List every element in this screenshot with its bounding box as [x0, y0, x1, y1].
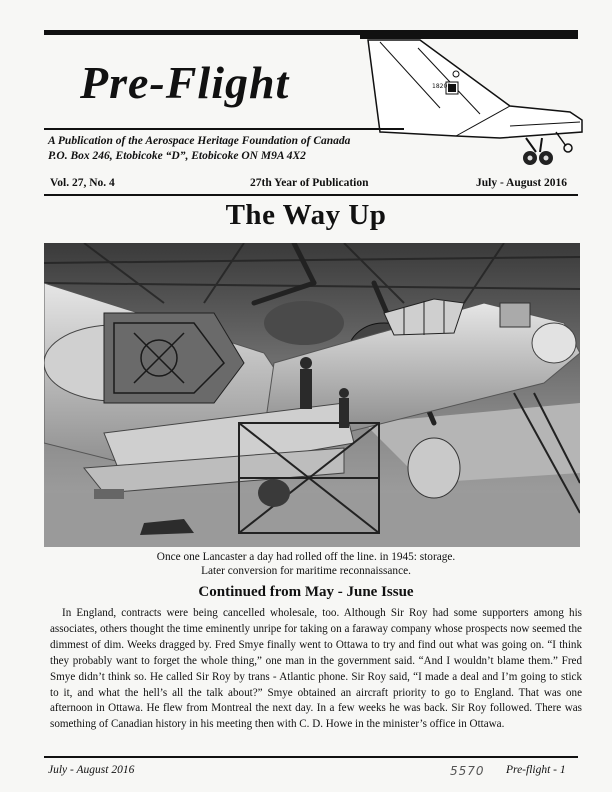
photo-caption-line-2: Later conversion for maritime reconnaissance.: [201, 565, 411, 577]
issue-rule: [44, 194, 578, 196]
masthead-underline: [44, 128, 404, 130]
issue-date: July - August 2016: [476, 177, 568, 189]
lancaster-hangar-photo: [44, 243, 580, 547]
masthead-title: Pre-Flight: [80, 57, 290, 108]
photo-caption-line-1: Once one Lancaster a day had rolled off the line. in 1945: storage.: [156, 551, 456, 563]
handwritten-number: 5570: [450, 764, 485, 778]
footer-rule: [44, 756, 578, 758]
issue-year: 27th Year of Publication: [250, 177, 369, 189]
footer-page: Pre-flight - 1: [506, 764, 566, 776]
section-heading: Continued from May - June Issue: [198, 584, 414, 600]
article-body: In England, contracts were being cancelled wholesale, too. Although Sir Roy had some supporters among his associates, others thought the time eminently unripe for taking on a faraway company whose prospects now seemed the dimmest of dim. Weeks dragged by. Fred Smye finally went to Ottawa to try and find out what was going on. “I think they probably want to forget the whole thing,” one man in the government said. “And I wouldn’t blame them.” Fred Smye didn’t think so. He called Sir Roy by trans - Atlantic phone. Sir Roy said, “I made a deal and I’m going to stick to it, and what the hell’s all the talk about?” Smye obtained an aircraft priority to go to England. That was one afternoon in Ottawa. He flew from Montreal the next day. In a few weeks he was back. Sir Roy followed. There was something of Canadian history in his meeting then with C. D. Howe in the minister’s office in Ottawa.: [50, 607, 582, 731]
publication-line: A Publication of the Aerospace Heritage Foundation of Canada: [48, 135, 351, 147]
issue-volume: Vol. 27, No. 4: [50, 177, 115, 189]
headline: The Way Up: [225, 199, 387, 231]
address-line: P.O. Box 246, Etobicoke “D”, Etobicoke ON M9A 4X2: [48, 150, 306, 162]
plane-marking: 18201: [432, 83, 452, 90]
masthead-aircraft-illustration: [360, 34, 590, 174]
footer-date: July - August 2016: [48, 764, 135, 776]
